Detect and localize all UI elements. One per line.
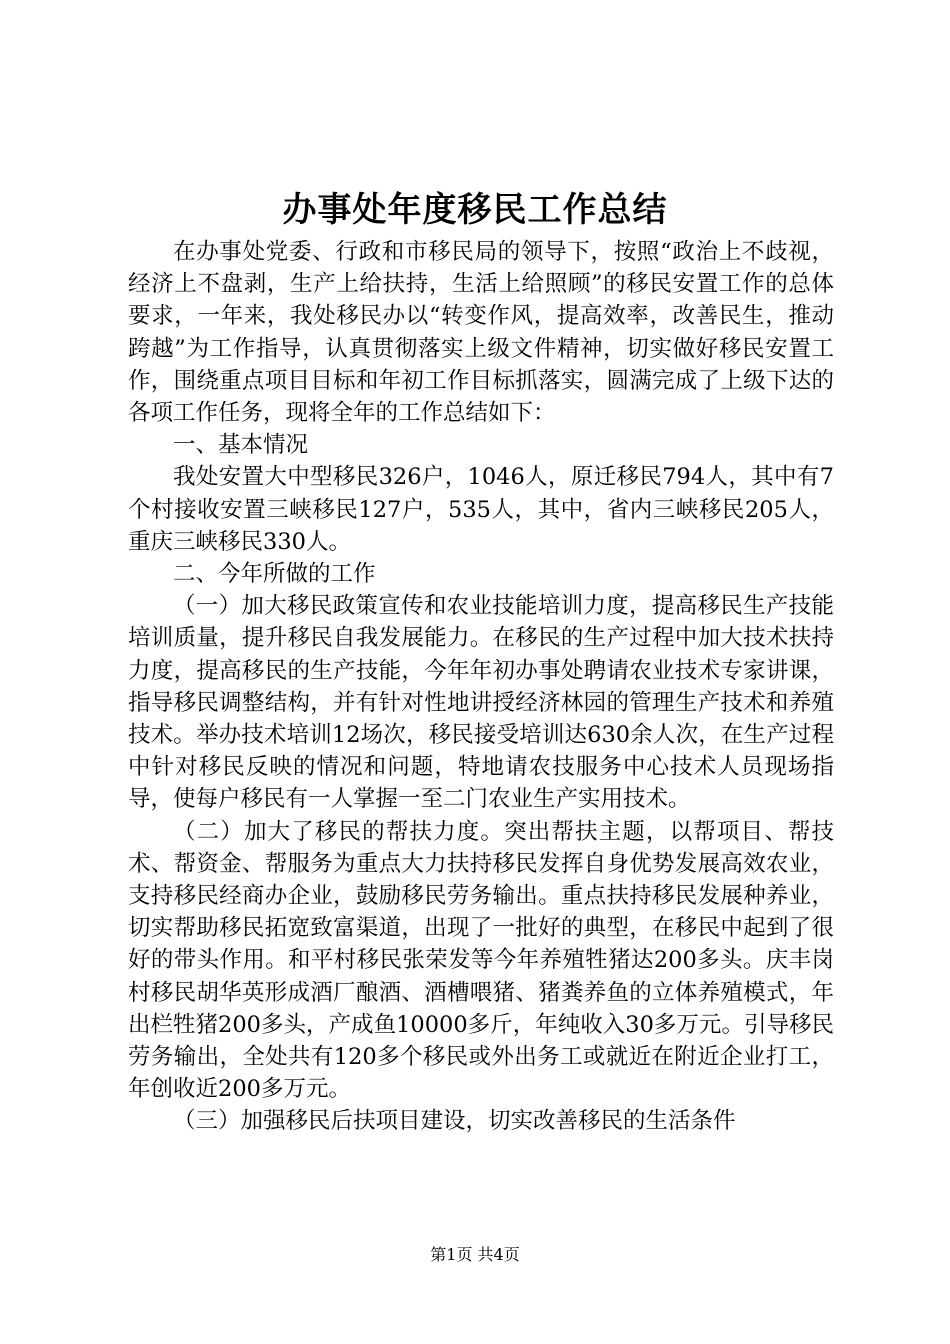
paragraph-work-3: （三）加强移民后扶项目建设，切实改善移民的生活条件 xyxy=(173,1108,736,1135)
section-heading-basic: 一、基本情况 xyxy=(173,432,309,459)
document-body xyxy=(128,236,834,1138)
paragraph-work-1: （一）加大移民政策宣传和农业技能培训力度，提高移民生产技能培训质量，提升移民自我发展能力。在移民的生产过程中加大技术扶持力度，提高移民的生产技能，今年年初办事处聘请农业技术专家讲课，指导移民调整结构，并有针对性地讲授经济林园的管理生产技术和养殖技术。举办技术培训12场次，移民接受培训达630余人次，在生产过程中针对移民反映的情况和问题，特地请农技服务中心技术人员现场指导，使每户移民有一人掌握一至二门农业生产实用技术。 xyxy=(128,593,834,813)
paragraph-work-2: （二）加大了移民的帮扶力度。突出帮扶主题，以帮项目、帮技术、帮资金、帮服务为重点大力扶持移民发挥自身优势发展高效农业，支持移民经商办企业，鼓励移民劳务输出。重点扶持移民发展种养业，切实帮助移民拓宽致富渠道，出现了一批好的典型，在移民中起到了很好的带头作用。和平村移民张荣发等今年养殖牲猪达200多头。庆丰岗村移民胡华英形成酒厂酿酒、酒槽喂猪、猪粪养鱼的立体养殖模式，年出栏牲猪200多头，产成鱼10000多斤，年纯收入30多万元。引导移民劳务输出，全处共有120多个移民或外出务工或就近在附近企业打工，年创收近200多万元。 xyxy=(128,818,834,1103)
paragraph-basic-info: 我处安置大中型移民326户，1046人，原迁移民794人，其中有7个村接收安置三峡移民127户，535人，其中，省内三峡移民205人，重庆三峡移民330人。 xyxy=(128,464,834,555)
section-heading-work: 二、今年所做的工作 xyxy=(173,561,376,588)
paragraph-intro: 在办事处党委、行政和市移民局的领导下，按照“政治上不歧视，经济上不盘剥，生产上给扶持，生活上给照顾”的移民安置工作的总体要求，一年来，我处移民办以“转变作风，提高效率，改善民生，推动跨越”为工作指导，认真贯彻落实上级文件精神，切实做好移民安置工作，围绕重点项目目标和年初工作目标抓落实，圆满完成了上级下达的各项工作任务，现将全年的工作总结如下： xyxy=(128,239,834,427)
document-title: 办事处年度移民工作总结 xyxy=(282,190,668,230)
page-footer: 第1页 共4页 xyxy=(430,1245,520,1264)
